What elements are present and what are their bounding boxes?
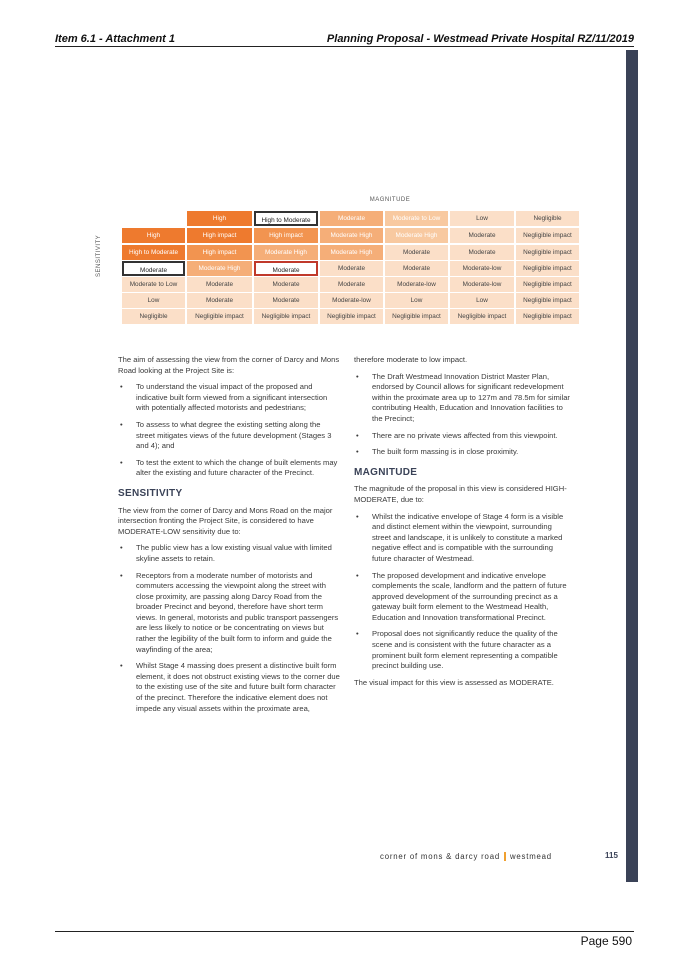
sensitivity-bullet-list (118, 543, 340, 714)
matrix-cell: Moderate (385, 245, 448, 260)
list-item: • There are no private views affected from this viewpoint. (356, 430, 558, 440)
list-item: • To assess to what degree the existing setting along the street mitigates views of the future development (Stages 3 and 4); and (120, 419, 332, 451)
footer-page-label: Page 590 (580, 934, 632, 948)
matrix-cell: Moderate (187, 293, 252, 308)
matrix-cell: Negligible impact (516, 245, 579, 260)
right-column (354, 355, 572, 694)
matrix-cell: Moderate (254, 293, 318, 308)
list-item: • The built form massing is in close proximity. (356, 447, 519, 457)
matrix-cell: High impact (254, 228, 318, 243)
sensitivity-paragraph: The view from the corner of Darcy and Mons Road on the major intersection fronting the Project Site, is considered to have MODERATE-LOW sensitivity due to: (118, 505, 333, 536)
matrix-row-header: High (122, 228, 185, 243)
matrix-column-header: Moderate (320, 211, 383, 226)
matrix-cell: Negligible impact (516, 228, 579, 243)
list-item: • To understand the visual impact of the proposed and indicative built form viewed from a significant intersection with potentially affected motorists and pedestrians; (120, 382, 328, 413)
matrix-cell: Moderate High (187, 261, 252, 276)
matrix-cell: Moderate-low (450, 277, 514, 292)
caption-separator (504, 852, 506, 861)
matrix-cell: Moderate High (320, 245, 383, 260)
intro-bullet-list (118, 382, 340, 479)
header-divider (55, 46, 634, 47)
matrix-cell: Moderate High (320, 228, 383, 243)
matrix-cell: High impact (187, 228, 252, 243)
list-item: • The Draft Westmead Innovation District Master Plan, endorsed by Council allows for significant redevelopment within the proximate area up to 127m and 78.5m for similar contributing Health, Education and Innovation facilities to the Precinct; (356, 371, 570, 423)
matrix-cell: Moderate (320, 277, 383, 292)
matrix-cell: Moderate (450, 228, 514, 243)
list-item: • To test the extent to which the change of built elements may alter the existing and future character of the Precinct. (120, 457, 338, 478)
caption-suburb: westmead (509, 852, 552, 861)
matrix-cell: Negligible impact (516, 293, 579, 308)
matrix-cell: Moderate (385, 261, 448, 276)
matrix-cell: Negligible impact (254, 309, 318, 324)
magnitude-paragraph: The magnitude of the proposal in this view is considered HIGH-MODERATE, due to: (354, 484, 567, 504)
matrix-cell: Moderate (254, 261, 318, 276)
header-document-title: Planning Proposal - Westmead Private Hospital RZ/11/2019 (326, 33, 634, 45)
top-bullet-list (354, 372, 572, 458)
matrix-sensitivity-label: SENSITIVITY (96, 234, 102, 277)
footer-divider (55, 931, 634, 932)
matrix-column-header: Low (450, 211, 514, 226)
intro-paragraph: The aim of assessing the view from the corner of Darcy and Mons Road looking at the Project Site is: (118, 355, 340, 375)
left-column (118, 355, 340, 720)
magnitude-heading: MAGNITUDE (354, 466, 418, 478)
matrix-cell: Moderate (320, 261, 383, 276)
matrix-cell: Negligible impact (187, 309, 252, 324)
matrix-cell: Negligible impact (385, 309, 448, 324)
matrix-column-header: Negligible (516, 211, 579, 226)
matrix-cell: Moderate (187, 277, 252, 292)
list-item: • The public view has a low existing visual value with limited skyline assets to retain. (120, 543, 332, 563)
list-item: • The proposed development and indicative envelope complements the scale, landform and the pattern of future approved development of the surrounding precinct as a gateway built form element to the Westmead Health, Education and Innovation transformational Precinct. (356, 570, 567, 622)
matrix-row-header: Moderate (122, 261, 185, 276)
list-item: • Whilst Stage 4 massing does present a distinctive built form element, it does not obstruct existing views to the corner due to the existing use of the site and future built form character of the precinct. Therefore the indicative element does not impede any visual assets within the proximate area, (120, 661, 340, 713)
caption-location: corner of mons & darcy road (380, 852, 500, 861)
inner-footer-caption (380, 852, 552, 861)
matrix-cell: Moderate (254, 277, 318, 292)
list-item: • Proposal does not significantly reduce the quality of the scene and is consistent with the future character as a prominent built form element representing a compatible precinct building use. (356, 629, 558, 671)
matrix-cell: Negligible impact (320, 309, 383, 324)
matrix-row-header: Negligible (122, 309, 185, 324)
matrix-row-header: Low (122, 293, 185, 308)
side-accent-bar (626, 50, 638, 882)
matrix-column-header: Moderate to Low (385, 211, 448, 226)
matrix-cell: Moderate-low (385, 277, 448, 292)
sensitivity-heading: SENSITIVITY (118, 487, 183, 499)
matrix-cell: Moderate High (254, 245, 318, 260)
matrix-cell: Moderate-low (450, 261, 514, 276)
matrix-column-header: High (187, 211, 252, 226)
matrix-cell: Moderate (450, 245, 514, 260)
matrix-cell: Negligible impact (450, 309, 514, 324)
matrix-column-header: High to Moderate (254, 211, 318, 226)
matrix-cell: Negligible impact (516, 309, 579, 324)
list-item: • Receptors from a moderate number of motorists and commuters accessing the viewpoint along the street with close proximity, are passing along Darcy Road from the broader Precinct and beyond, therefore have short term views. In general, motorists and public transport passengers are less likely to notice or be concentrating on views but rather the legibility of the built form to inform and guide the wayfinding of the area; (120, 570, 339, 654)
matrix-row-header: Moderate to Low (122, 277, 185, 292)
matrix-cell: Moderate-low (320, 293, 383, 308)
matrix-cell: Negligible impact (516, 277, 579, 292)
inner-page-number: 115 (605, 851, 618, 860)
matrix-cell: Low (385, 293, 448, 308)
list-item: • Whilst the indicative envelope of Stage 4 form is a visible and distinct element within the viewpoint, surrounding street and landscape, it is unlikely to constitute a marked negative effect and is compatible with the surrounding future character of Westmead. (356, 511, 564, 563)
matrix-row-header: High to Moderate (122, 245, 185, 260)
matrix-cell: Negligible impact (516, 261, 579, 276)
conclusion-paragraph: The visual impact for this view is assessed as MODERATE. (354, 677, 554, 687)
matrix-cell: Low (450, 293, 514, 308)
continuation-text: therefore moderate to low impact. (354, 355, 468, 364)
matrix-magnitude-label: MAGNITUDE (369, 197, 411, 203)
magnitude-bullet-list (354, 512, 572, 672)
matrix-cell: High impact (187, 245, 252, 260)
header-attachment-label: Item 6.1 - Attachment 1 (55, 33, 176, 45)
matrix-cell: Moderate High (385, 228, 448, 243)
impact-matrix (96, 197, 580, 327)
